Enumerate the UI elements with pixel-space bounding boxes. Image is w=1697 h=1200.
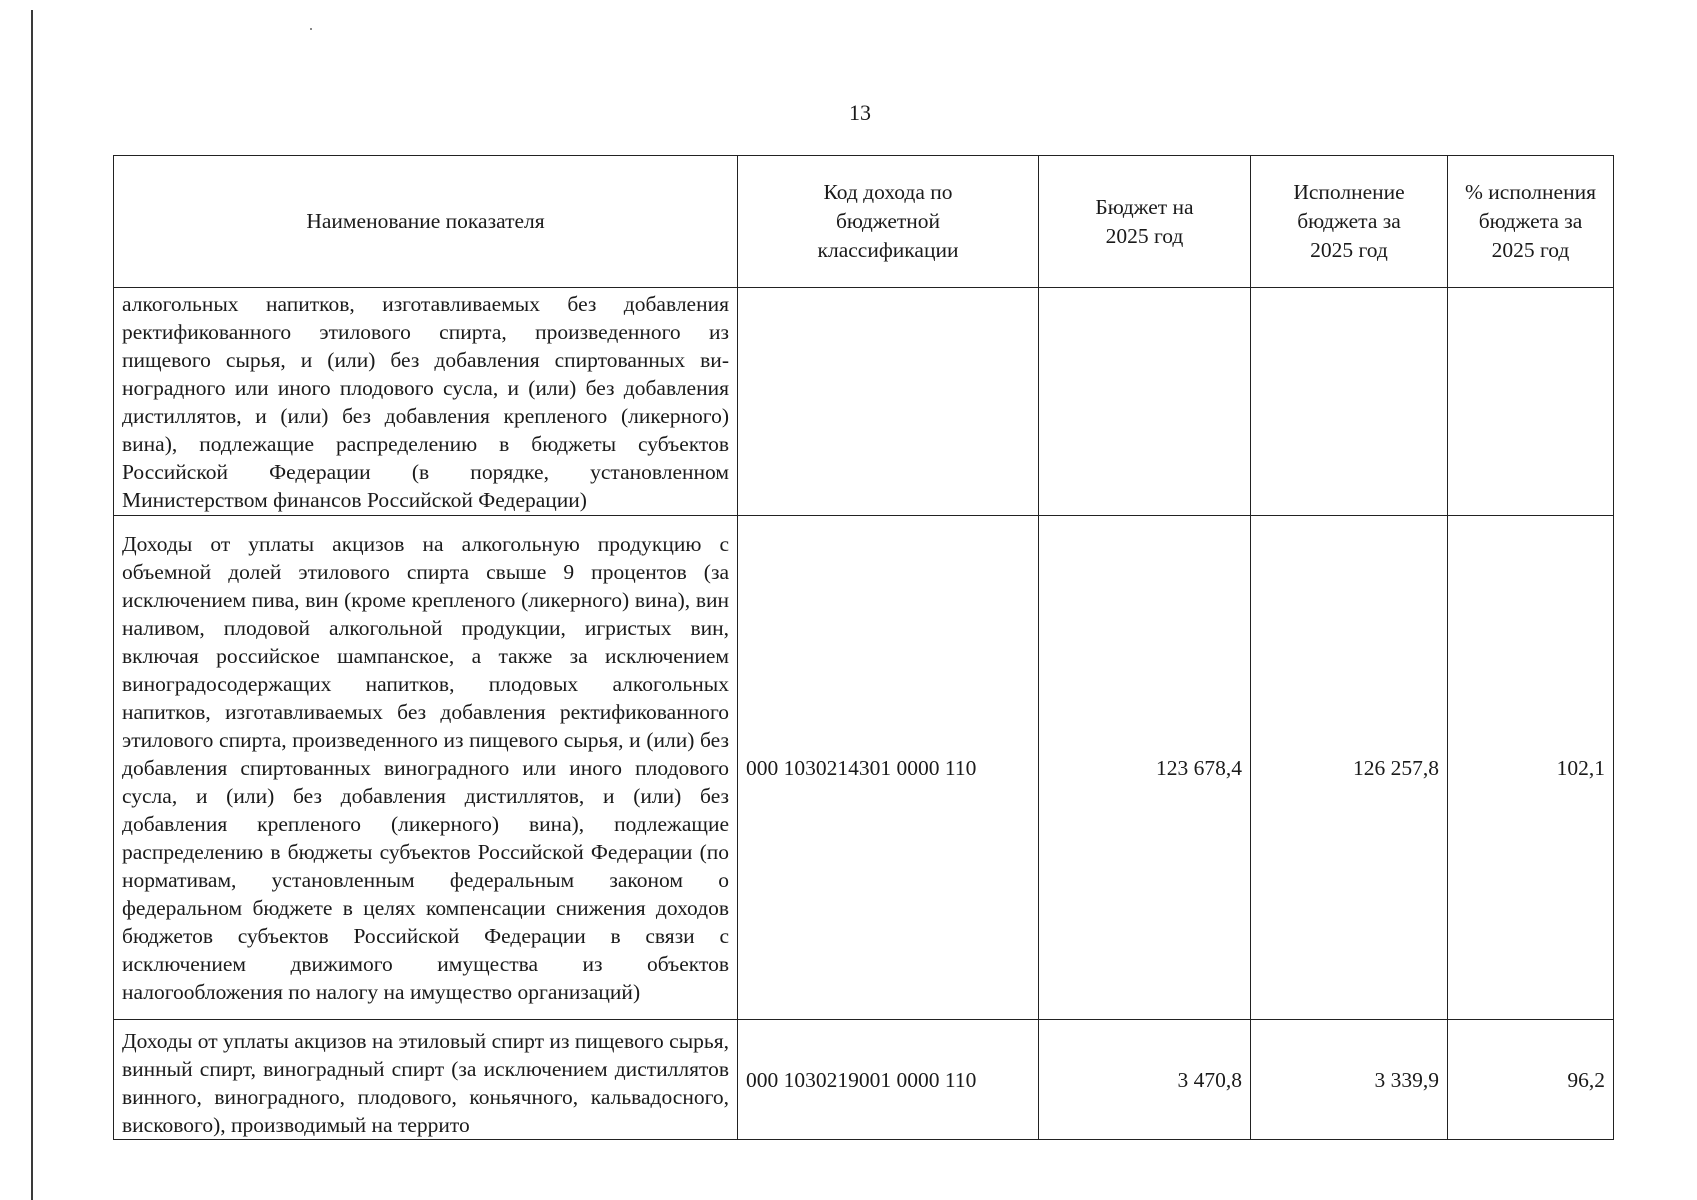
header-budget-plan: Бюджет на 2025 год bbox=[1039, 156, 1251, 288]
row-budget-execution bbox=[1251, 288, 1448, 516]
row-budget-execution: 3 339,9 bbox=[1251, 1020, 1448, 1140]
row-budget-plan: 3 470,8 bbox=[1039, 1020, 1251, 1140]
header-income-code: Код дохода по бюджетной классификации bbox=[738, 156, 1039, 288]
table-row bbox=[114, 1020, 1614, 1140]
header-budget-execution: Исполнение бюджета за 2025 год bbox=[1251, 156, 1448, 288]
table-header-row bbox=[114, 156, 1614, 288]
header-execution-percent: % исполнения бюджета за 2025 год bbox=[1448, 156, 1614, 288]
binding-margin-line bbox=[31, 10, 33, 1200]
row-indicator-name: Доходы от уплаты акцизов на этиловый спирт из пищевого сырья, винный спирт, виноградный спирт (за исключением дистиллятов винного, виноградного, плодового, коньячного, кальвадосного, вискового), производимый на террито bbox=[114, 1020, 738, 1140]
row-income-code: 000 1030219001 0000 110 bbox=[738, 1020, 1039, 1140]
table-row bbox=[114, 516, 1614, 1020]
row-indicator-name: Доходы от уплаты акцизов на алкогольную продукцию с объемной долей этилового спирта свыше 9 процентов (за исключением пива, вин (кроме крепленого (ликерного) вина), вин наливом, плодовой алкогольной продукции, игристых вин, включая российское шампанское, а также за исключением виноградосодержащих напитков, плодовых алкогольных напитков, изготавливаемых без добавления ректификованного этилового спирта, произведенного из пищевого сырья, и (или) без добавления спиртованных виноградного или иного плодового сусла, и (или) без добавления дистиллятов, и (или) без добавления крепленого (ликерного) вина), подлежащие распределению в бюджеты субъектов Российской Федерации (по нормативам, установленным федеральным законом о федеральном бюджете в целях компенсации снижения доходов бюджетов субъектов Российской Федерации в связи с исключением движимого имущества из объектов налогообложения по налогу на имущество организаций) bbox=[114, 516, 738, 1020]
row-budget-execution: 126 257,8 bbox=[1251, 516, 1448, 1020]
table-row bbox=[114, 288, 1614, 516]
row-income-code bbox=[738, 288, 1039, 516]
header-indicator-name: Наименование показателя bbox=[114, 156, 738, 288]
row-budget-plan: 123 678,4 bbox=[1039, 516, 1251, 1020]
row-income-code: 000 1030214301 0000 110 bbox=[738, 516, 1039, 1020]
row-execution-percent bbox=[1448, 288, 1614, 516]
budget-income-table bbox=[113, 155, 1614, 1140]
scan-speck bbox=[310, 28, 312, 30]
row-execution-percent: 102,1 bbox=[1448, 516, 1614, 1020]
row-execution-percent: 96,2 bbox=[1448, 1020, 1614, 1140]
row-budget-plan bbox=[1039, 288, 1251, 516]
row-indicator-name: алкогольных напитков, изготавливаемых без добавления ректификованного этилового спирта, произведенного из пищевого сырья, и (или) без добавления спиртованных виноградного или иного плодового сусла, и (или) без добавления дистиллятов, и (или) без добавления крепленого (ликерного) вина), подлежащие распределению в бюджеты субъектов Российской Федерации (в порядке, установленном Министерством финансов Российской Федерации) bbox=[114, 288, 738, 516]
page-number: 13 bbox=[849, 100, 871, 125]
